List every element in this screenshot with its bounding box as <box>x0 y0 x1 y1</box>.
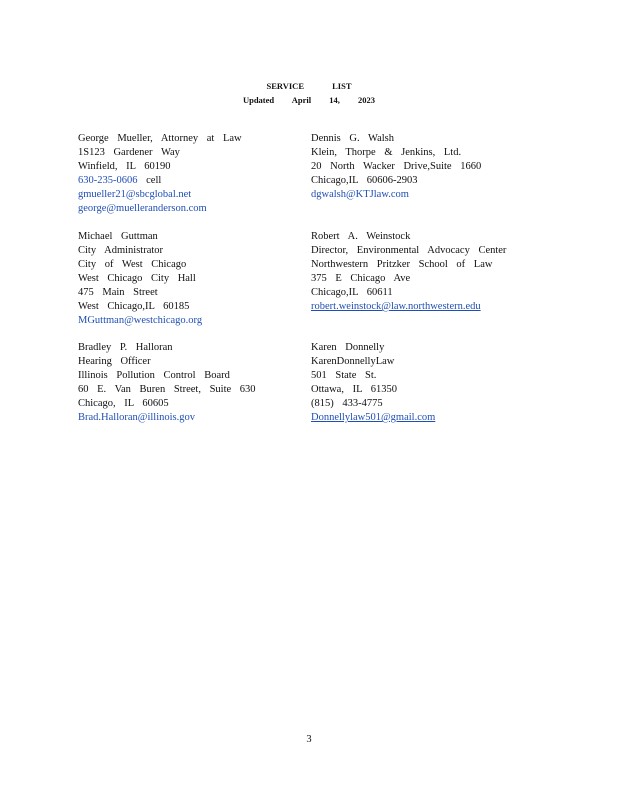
contact-block-guttman <box>78 230 202 328</box>
contact-line: Robert A. Weinstock <box>311 231 411 242</box>
email-link[interactable]: gmueller21@sbcglobal.net <box>78 189 192 200</box>
contact-block-donnelly <box>311 341 435 425</box>
contact-line: (815) 433-4775 <box>311 398 383 409</box>
phone-row <box>78 174 242 188</box>
contact-line: 60 E. Van Buren Street, Suite 630 <box>78 384 256 395</box>
page-number: 3 <box>306 734 312 745</box>
contact-line: Klein, Thorpe & Jenkins, Ltd. <box>311 147 462 158</box>
contact-block-walsh <box>311 132 481 202</box>
phone-link[interactable]: 630-235-0606 <box>78 175 138 186</box>
contact-line: 20 North Wacker Drive,Suite 1660 <box>311 161 482 172</box>
email-link[interactable]: robert.weinstock@law.northwestern.edu <box>311 301 481 312</box>
contact-line: 1S123 Gardener Way <box>78 147 180 158</box>
contact-line: Chicago,IL 60606-2903 <box>311 175 418 186</box>
contact-line: West Chicago City Hall <box>78 273 196 284</box>
contact-line: Karen Donnelly <box>311 342 385 353</box>
contact-line: 475 Main Street <box>78 287 158 298</box>
contact-line: Northwestern Pritzker School of Law <box>311 259 493 270</box>
contact-line: City Administrator <box>78 245 164 256</box>
contact-line: Dennis G. Walsh <box>311 133 394 144</box>
contact-line: West Chicago,IL 60185 <box>78 301 190 312</box>
contact-line: Chicago,IL 60611 <box>311 287 393 298</box>
contact-line: Director, Environmental Advocacy Center <box>311 245 507 256</box>
contact-line: Hearing Officer <box>78 356 151 367</box>
email-link[interactable]: dgwalsh@KTJlaw.com <box>311 189 409 200</box>
contact-block-halloran <box>78 341 256 425</box>
phone-label: cell <box>146 175 162 186</box>
contact-line: KarenDonnellyLaw <box>311 356 395 367</box>
contact-line: Ottawa, IL 61350 <box>311 384 397 395</box>
updated-date: Updated April 14, 2023 <box>242 95 376 105</box>
email-link[interactable]: george@muelleranderson.com <box>78 203 207 214</box>
contact-line: Winfield, IL 60190 <box>78 161 171 172</box>
contact-line: Chicago, IL 60605 <box>78 398 169 409</box>
email-link[interactable]: Brad.Halloran@illinois.gov <box>78 412 195 423</box>
contact-line: 375 E Chicago Ave <box>311 273 411 284</box>
contact-line: 501 State St. <box>311 370 377 381</box>
email-link[interactable]: Donnellylaw501@gmail.com <box>311 412 436 423</box>
contact-block-weinstock <box>311 230 506 314</box>
contact-line: George Mueller, Attorney at Law <box>78 133 242 144</box>
email-link[interactable]: MGuttman@westchicago.org <box>78 315 203 326</box>
contact-line: Illinois Pollution Control Board <box>78 370 230 381</box>
contact-block-mueller <box>78 132 242 216</box>
contact-line: Bradley P. Halloran <box>78 342 173 353</box>
document-title: SERVICE LIST <box>266 81 352 91</box>
contact-line: City of West Chicago <box>78 259 187 270</box>
contact-line: Michael Guttman <box>78 231 158 242</box>
